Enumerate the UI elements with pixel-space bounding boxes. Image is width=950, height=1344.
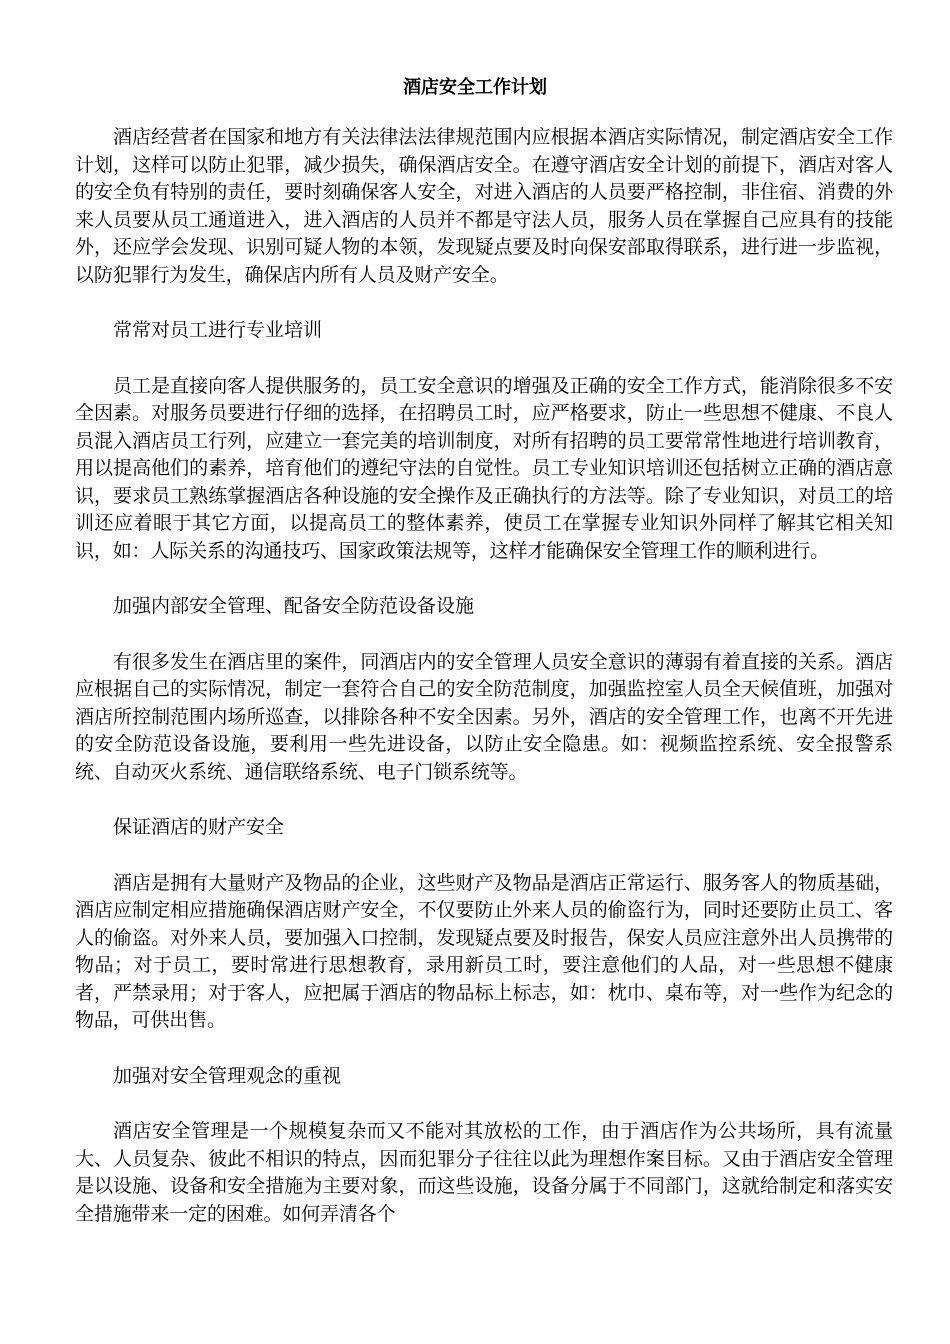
safety-awareness-paragraph: 酒店安全管理是一个规模复杂而又不能对其放松的工作，由于酒店作为公共场所，具有流量大、人员复杂、彼此不相识的特点，因而犯罪分子往往以此为理想作案目标。又由于酒店安全管理是以设施、设备和安全措施为主要对象，而这些设施，设备分属于不同部门，这就给制定和落实安全措施带来一定的困难。如何弄清各个: [75, 1120, 893, 1225]
section-heading-internal-management: 加强内部安全管理、配备安全防范设备设施: [113, 595, 475, 617]
section-heading-staff-training: 常常对员工进行专业培训: [113, 319, 323, 341]
property-security-paragraph: 酒店是拥有大量财产及物品的企业，这些财产及物品是酒店正常运行、服务客人的物质基础，酒店应制定相应措施确保酒店财产安全，不仅要防止外来人员的偷盗行为，同时还要防止员工、客人的偷盗。对外来人员，要加强入口控制，发现疑点要及时报告，保安人员应注意外出人员携带的物品；对于员工，要时常进行思想教育，录用新员工时，要注意他们的人品，对一些思想不健康者，严禁录用；对于客人，应把属于酒店的物品标上标志，如：枕巾、桌布等，对一些作为纪念的物品，可供出售。: [75, 871, 893, 1031]
document-title: 酒店安全工作计划: [403, 77, 547, 98]
staff-training-paragraph: 员工是直接向客人提供服务的，员工安全意识的增强及正确的安全工作方式，能消除很多不安全因素。对服务员要进行仔细的选择，在招聘员工时，应严格要求，防止一些思想不健康、不良人员混入酒店员工行列，应建立一套完美的培训制度，对所有招聘的员工要常常性地进行培训教育，用以提高他们的素养，培育他们的遵纪守法的自觉性。员工专业知识培训还包括树立正确的酒店意识，要求员工熟练掌握酒店各种设施的安全操作及正确执行的方法等。除了专业知识，对员工的培训还应着眼于其它方面，以提高员工的整体素养，使员工在掌握专业知识外同样了解其它相关知识，如：人际关系的沟通技巧、国家政策法规等，这样才能确保安全管理工作的顺利进行。: [75, 374, 893, 562]
document-body: [75, 124, 893, 1256]
section-heading-property-security: 保证酒店的财产安全: [113, 816, 285, 838]
section-heading-safety-awareness: 加强对安全管理观念的重视: [113, 1064, 342, 1087]
intro-paragraph: 酒店经营者在国家和地方有关法律法法律规范围内应根据本酒店实际情况，制定酒店安全工作计划，这样可以防止犯罪，减少损失，确保酒店安全。在遵守酒店安全计划的前提下，酒店对客人的安全负有特别的责任，要时刻确保客人安全，对进入酒店的人员要严格控制，非住宿、消费的外来人员要从员工通道进入，进入酒店的人员并不都是守法人员，服务人员在掌握自己应具有的技能外，还应学会发现、识别可疑人物的本领，发现疑点要及时向保安部取得联系，进行进一步监视，以防犯罪行为发生，确保店内所有人员及财产安全。: [75, 126, 893, 286]
internal-management-paragraph: 有很多发生在酒店里的案件，同酒店内的安全管理人员安全意识的薄弱有着直接的关系。酒店应根据自己的实际情况，制定一套符合自己的安全防范制度，加强监控室人员全天候值班，加强对酒店所控制范围内场所巡查，以排除各种不安全因素。另外，酒店的安全管理工作，也离不开先进的安全防范设备设施，要利用一些先进设备，以防止安全隐患。如：视频监控系统、安全报警系统、自动灭火系统、通信联络系统、电子门锁系统等。: [75, 650, 893, 783]
